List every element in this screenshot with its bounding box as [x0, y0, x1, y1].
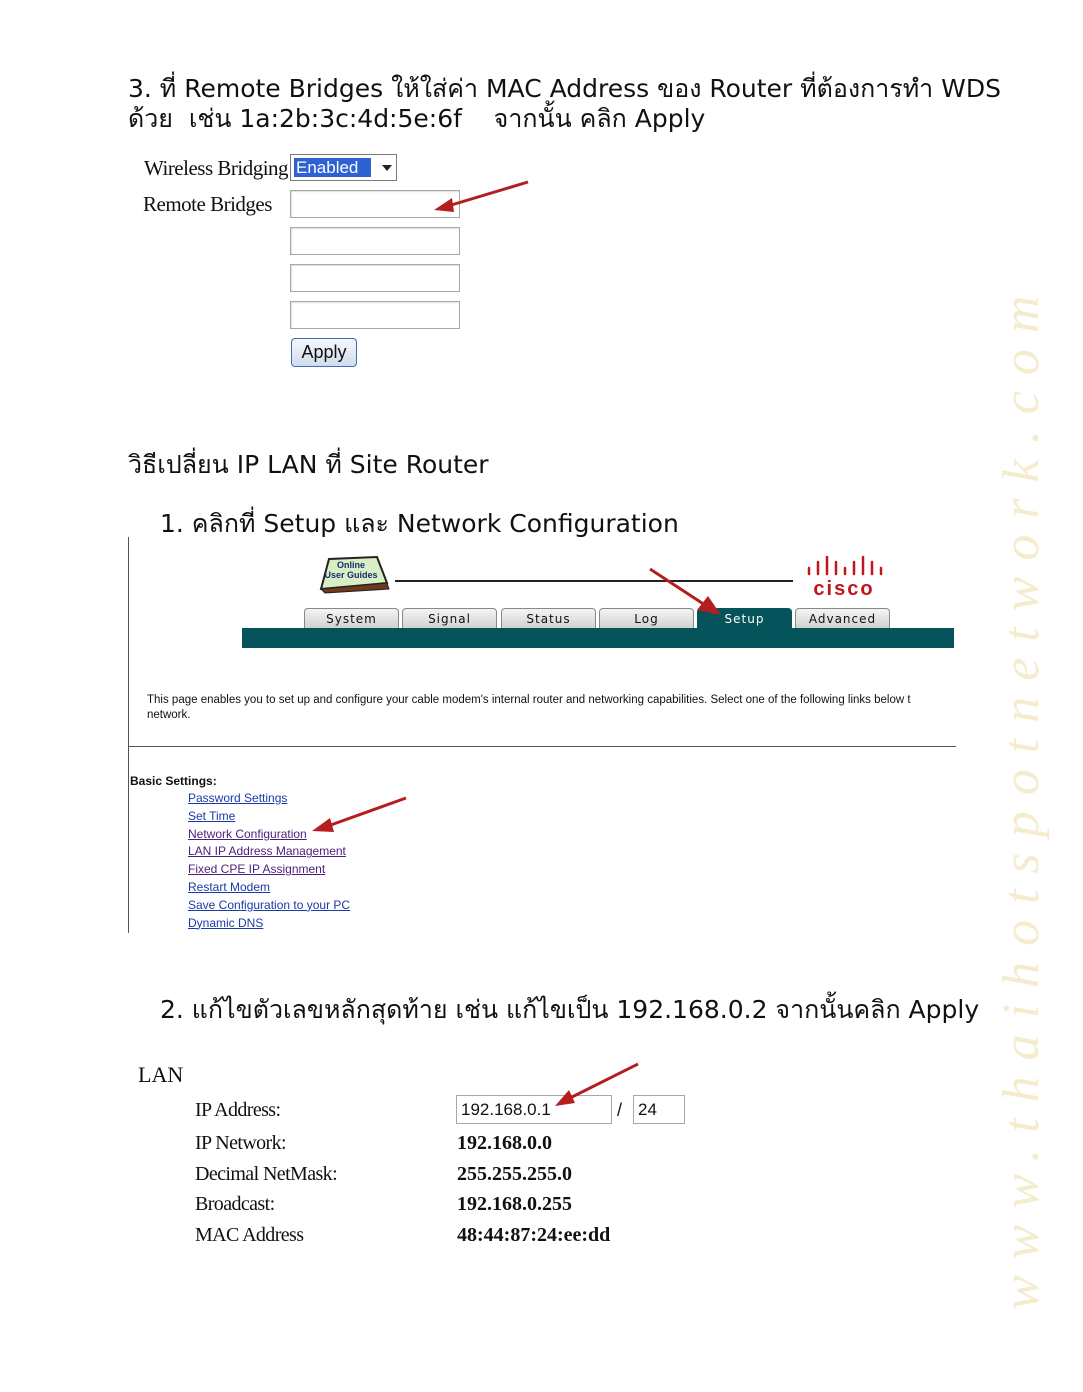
list-item [188, 861, 350, 879]
remote-bridge-input-3[interactable] [290, 264, 460, 292]
lan-title: LAN [138, 1062, 184, 1087]
link-password-settings[interactable]: Password Settings [188, 791, 288, 805]
content-divider [128, 746, 956, 747]
tab-status[interactable]: Status [501, 608, 596, 629]
basic-settings-title: Basic Settings: [130, 774, 217, 788]
wireless-bridging-label: Wireless Bridging [144, 156, 289, 180]
cisco-logo-icon [804, 556, 884, 600]
prefix-length-input[interactable]: 24 [633, 1095, 685, 1124]
setup-description-line2: network. [147, 709, 191, 721]
step-remote-bridges-line2: ด้วย เช่น 1a:2b:3c:4d:5e:6f จากนั้น คลิก Apply [128, 104, 706, 133]
link-lan-ip-address-management[interactable]: LAN IP Address Management [188, 844, 346, 859]
remote-bridge-input-2[interactable] [290, 227, 460, 255]
screenshot-frame-edge [128, 537, 129, 933]
setup-description-line1: This page enables you to set up and configure your cable modem's internal router and networking capabilities. Select one of the following links below t [147, 694, 911, 706]
step-edit-ip: 2. แก้ไขตัวเลขหลักสุดท้าย เช่น แก้ไขเป็น 192.168.0.2 จากนั้นคลิก Apply [160, 995, 980, 1024]
link-network-configuration[interactable]: Network Configuration [188, 826, 307, 841]
list-item [188, 915, 350, 933]
link-restart-modem[interactable]: Restart Modem [188, 879, 271, 894]
list-item [188, 897, 350, 915]
red-arrow-icon [308, 794, 413, 836]
red-arrow-icon [430, 178, 540, 218]
mac-address-value: 48:44:87:24:ee:dd [457, 1224, 611, 1246]
wireless-bridging-select[interactable] [290, 154, 397, 181]
list-item [188, 879, 350, 897]
tab-advanced[interactable]: Advanced [795, 608, 890, 629]
tab-setup[interactable]: Setup [697, 608, 792, 629]
setup-description [147, 693, 957, 723]
online-user-guides-label-1: Online [336, 560, 366, 570]
header-divider [395, 580, 793, 582]
red-arrow-icon [552, 1060, 644, 1110]
online-user-guides-label-2: User Guides [324, 570, 378, 580]
ip-address-input[interactable]: 192.168.0.1 [456, 1095, 612, 1124]
watermark [993, 100, 1068, 1310]
mac-address-label: MAC Address [195, 1224, 304, 1246]
apply-button[interactable]: Apply [291, 338, 357, 367]
chevron-down-icon[interactable] [382, 165, 392, 171]
cisco-wordmark: cisco [813, 578, 875, 600]
tab-system[interactable]: System [304, 608, 399, 629]
link-dynamic-dns[interactable]: Dynamic DNS [188, 915, 264, 930]
list-item [188, 843, 350, 861]
nav-bar [242, 628, 954, 648]
tab-log[interactable]: Log [599, 608, 694, 629]
tab-signal[interactable]: Signal [402, 608, 497, 629]
online-user-guides-icon[interactable] [315, 553, 395, 595]
prefix-separator: / [617, 1100, 623, 1120]
broadcast-label: Broadcast: [195, 1193, 275, 1215]
watermark-text: www.thaihotspotnetwork.com [993, 279, 1050, 1310]
remote-bridge-input-4[interactable] [290, 301, 460, 329]
netmask-label: Decimal NetMask: [195, 1163, 338, 1185]
netmask-value: 255.255.255.0 [457, 1163, 572, 1185]
link-fixed-cpe-ip-assignment[interactable]: Fixed CPE IP Assignment [188, 862, 326, 877]
ip-network-label: IP Network: [195, 1132, 286, 1154]
step-setup: 1. คลิกที่ Setup และ Network Configuration [160, 509, 679, 538]
ip-network-value: 192.168.0.0 [457, 1132, 552, 1154]
link-save-configuration[interactable]: Save Configuration to your PC [188, 897, 351, 912]
ip-address-label: IP Address: [195, 1099, 281, 1121]
broadcast-value: 192.168.0.255 [457, 1193, 572, 1215]
link-set-time[interactable]: Set Time [188, 808, 236, 823]
red-arrow-icon [645, 565, 730, 625]
remote-bridges-label: Remote Bridges [143, 192, 272, 216]
wireless-bridging-selected-value: Enabled [294, 158, 371, 177]
step-remote-bridges-line1: 3. ที่ Remote Bridges ให้ใส่ค่า MAC Address ของ Router ที่ต้องการทำ WDS [128, 74, 1001, 103]
section-title: วิธีเปลี่ยน IP LAN ที่ Site Router [128, 450, 489, 479]
